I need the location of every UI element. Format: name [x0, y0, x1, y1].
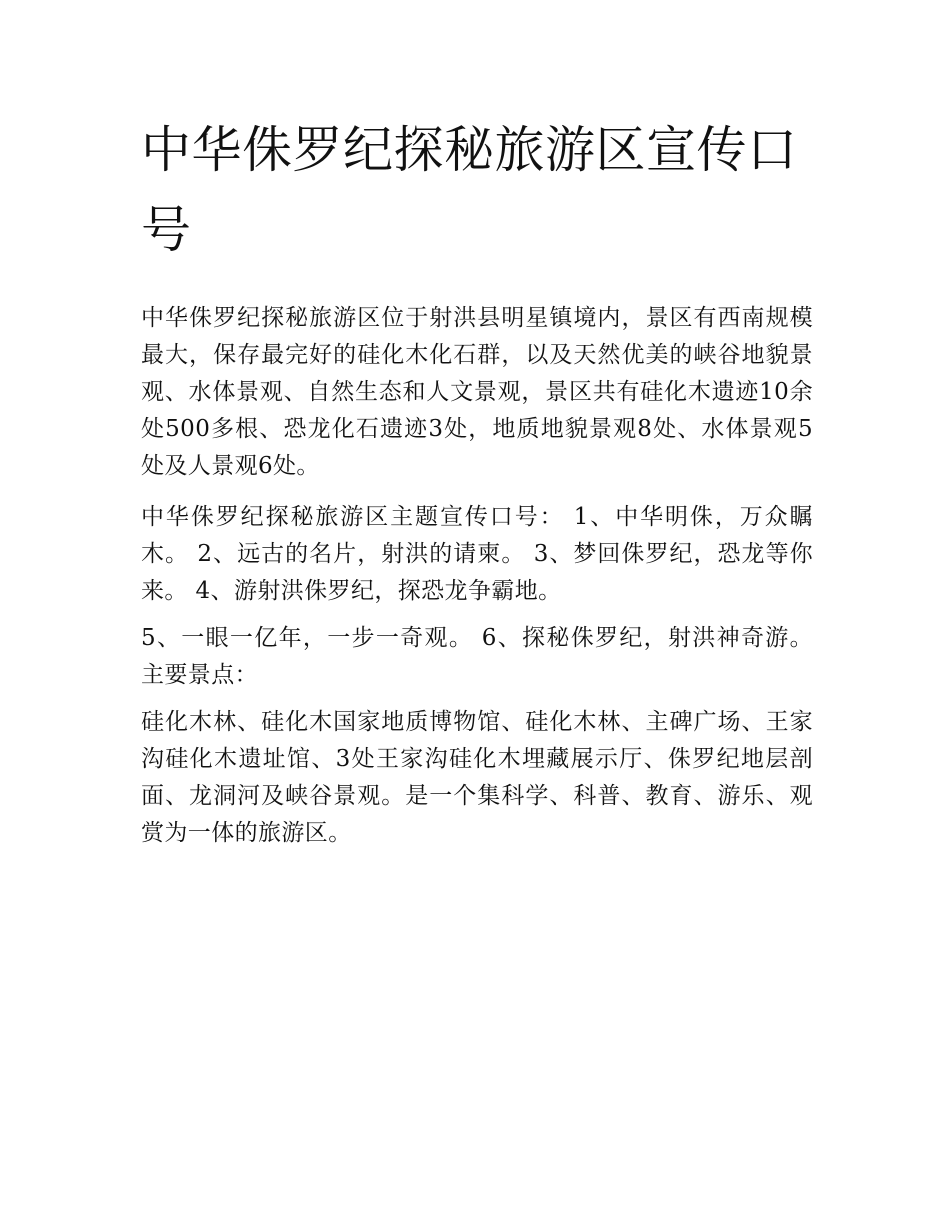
- slogans-continued-paragraph: 5、一眼一亿年，一步一奇观。 6、探秘侏罗纪，射洪神奇游。 主要景点：: [141, 625, 813, 688]
- slogans-paragraph: 中华侏罗纪探秘旅游区主题宣传口号： 1、中华明侏，万众瞩木。 2、远古的名片，射洪的请柬。 3、梦回侏罗纪，恐龙等你来。 4、游射洪侏罗纪，探恐龙争霸地。: [141, 504, 813, 604]
- attractions-paragraph: 硅化木林、硅化木国家地质博物馆、硅化木林、主碑广场、王家沟硅化木遗址馆、3处王家沟硅化木埋藏展示厅、侏罗纪地层剖面、龙洞河及峡谷景观。是一个集科学、科普、教育、游乐、观赏为一体的旅游区。: [141, 709, 813, 846]
- document-title: 中华侏罗纪探秘旅游区宣传口号: [141, 121, 798, 259]
- document-body: [141, 110, 813, 866]
- intro-paragraph: 中华侏罗纪探秘旅游区位于射洪县明星镇境内，景区有西南规模最大，保存最完好的硅化木化石群，以及天然优美的峡谷地貌景观、水体景观、自然生态和人文景观，景区共有硅化木遗迹10余处500多根、恐龙化石遗迹3处，地质地貌景观8处、水体景观5处及人景观6处。: [141, 305, 813, 479]
